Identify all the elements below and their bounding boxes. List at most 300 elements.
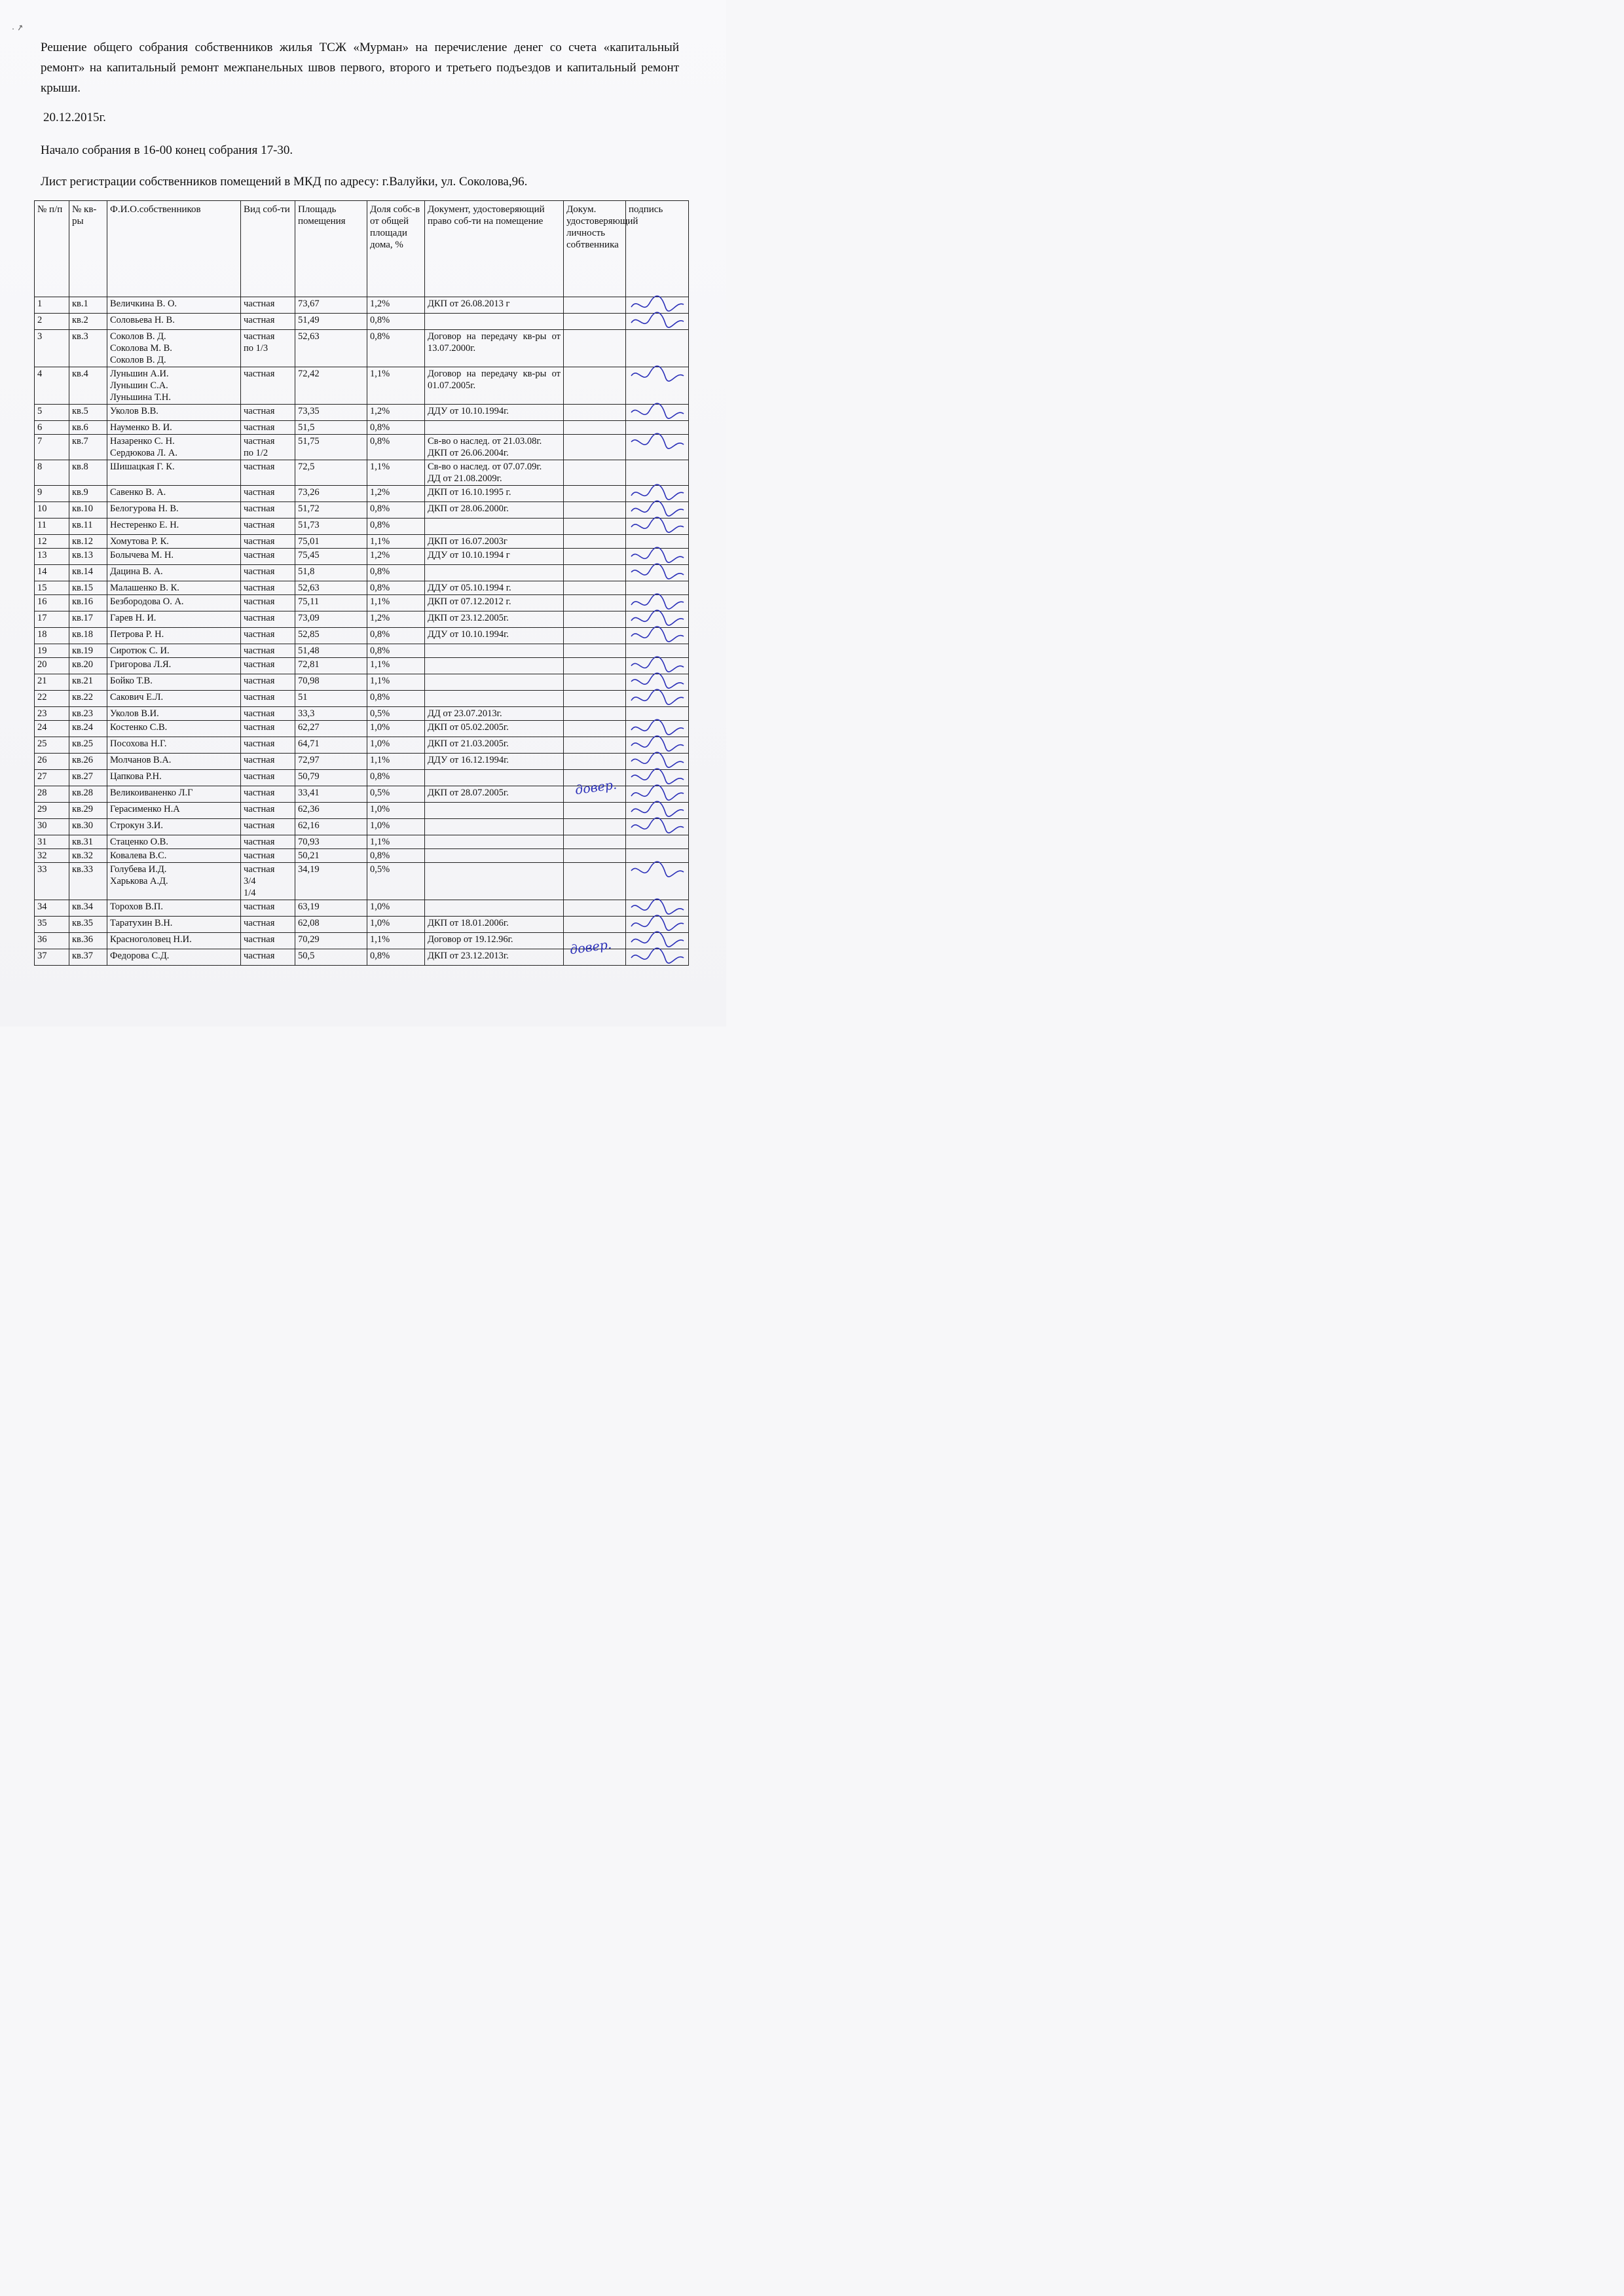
row-document [425,863,564,900]
row-ownership-kind: частная [241,835,295,849]
row-identity-document [564,849,626,863]
signature-scribble [629,950,686,964]
row-document: ДКП от 28.07.2005г. [425,786,564,803]
row-share: 1,1% [367,460,425,486]
row-area: 51,73 [295,519,367,535]
row-area: 75,45 [295,549,367,565]
row-document [425,565,564,581]
row-share: 1,1% [367,595,425,611]
row-number: 9 [35,486,69,502]
row-area: 52,63 [295,330,367,367]
row-owners: Белогурова Н. В. [107,502,241,519]
table-row [35,367,689,405]
row-ownership-kind: частная 3/4 1/4 [241,863,295,900]
row-share: 0,8% [367,519,425,535]
row-share: 1,2% [367,611,425,628]
row-apartment: кв.31 [69,835,107,849]
row-ownership-kind: частная [241,581,295,595]
table-row [35,917,689,933]
row-share: 1,1% [367,754,425,770]
signature-scribble [629,368,686,382]
row-identity-document [564,502,626,519]
signature-scribble [629,771,686,785]
row-ownership-kind: частная [241,565,295,581]
row-owners: Соловьева Н. В. [107,314,241,330]
row-number: 15 [35,581,69,595]
row-number: 20 [35,658,69,674]
signature-stroke [631,720,684,735]
signature-scribble [629,864,686,878]
row-identity-document [564,581,626,595]
signature-scribble [629,486,686,501]
row-number: 8 [35,460,69,486]
row-area: 51 [295,691,367,707]
row-area: 50,79 [295,770,367,786]
row-document: Св-во о наслед. от 07.07.09г. ДД от 21.08.2009г. [425,460,564,486]
row-share: 1,0% [367,737,425,754]
row-ownership-kind: частная по 1/3 [241,330,295,367]
signature-scribble [629,738,686,752]
table-row [35,595,689,611]
row-number: 13 [35,549,69,565]
row-ownership-kind: частная [241,949,295,966]
col-header-identity-document: Докум. удостоверяющий личность собтвенника [564,201,626,297]
row-area: 51,8 [295,565,367,581]
row-apartment: кв.3 [69,330,107,367]
signature-stroke [631,501,684,516]
row-number: 14 [35,565,69,581]
row-number: 3 [35,330,69,367]
row-number: 30 [35,819,69,835]
signature-stroke [631,915,684,930]
signature-scribble [629,917,686,932]
signature-scribble [629,314,686,329]
signature-scribble [629,901,686,915]
row-number: 34 [35,900,69,917]
row-area: 73,35 [295,405,367,421]
row-area: 75,01 [295,535,367,549]
row-identity-document [564,405,626,421]
row-signature [626,803,689,819]
row-identity-document [564,917,626,933]
row-ownership-kind: частная [241,721,295,737]
row-document: ДКП от 23.12.2005г. [425,611,564,628]
row-share: 1,1% [367,367,425,405]
row-ownership-kind: частная [241,849,295,863]
row-identity-document [564,314,626,330]
table-row [35,819,689,835]
row-signature [626,405,689,421]
row-owners: Сакович Е.Л. [107,691,241,707]
row-identity-document [564,691,626,707]
row-owners: Дацина В. А. [107,565,241,581]
row-signature [626,535,689,549]
row-identity-document [564,737,626,754]
table-row [35,835,689,849]
table-row [35,691,689,707]
signature-stroke [631,517,684,532]
row-document [425,803,564,819]
row-apartment: кв.22 [69,691,107,707]
row-share: 1,0% [367,803,425,819]
row-number: 18 [35,628,69,644]
signature-scribble [629,629,686,643]
row-share: 0,8% [367,691,425,707]
row-ownership-kind: частная [241,460,295,486]
row-apartment: кв.12 [69,535,107,549]
row-ownership-kind: частная [241,644,295,658]
row-share: 0,8% [367,628,425,644]
row-document: ДКП от 16.07.2003г [425,535,564,549]
row-identity-document [564,535,626,549]
signature-scribble [629,721,686,736]
row-apartment: кв.23 [69,707,107,721]
row-identity-document [564,754,626,770]
row-apartment: кв.9 [69,486,107,502]
row-apartment: кв.29 [69,803,107,819]
col-header-signature: подпись [626,201,689,297]
row-owners: Таратухин В.Н. [107,917,241,933]
row-document: ДКП от 28.06.2000г. [425,502,564,519]
row-share: 0,8% [367,330,425,367]
row-signature [626,721,689,737]
row-apartment: кв.24 [69,721,107,737]
row-apartment: кв.33 [69,863,107,900]
row-ownership-kind: частная по 1/2 [241,435,295,460]
row-document [425,691,564,707]
row-signature [626,549,689,565]
row-signature [626,367,689,405]
row-ownership-kind: частная [241,297,295,314]
row-owners: Молчанов В.А. [107,754,241,770]
row-signature [626,460,689,486]
row-identity-document [564,644,626,658]
row-share: 0,8% [367,644,425,658]
row-signature [626,691,689,707]
row-ownership-kind: частная [241,502,295,519]
row-owners: Науменко В. И. [107,421,241,435]
row-area: 51,75 [295,435,367,460]
row-signature [626,674,689,691]
row-area: 62,36 [295,803,367,819]
row-signature [626,835,689,849]
row-identity-document [564,367,626,405]
row-document [425,658,564,674]
row-number: 31 [35,835,69,849]
row-number: 29 [35,803,69,819]
row-area: 72,81 [295,658,367,674]
signature-stroke [631,752,684,767]
table-row [35,803,689,819]
row-share: 0,8% [367,849,425,863]
row-area: 52,63 [295,581,367,595]
row-document: Договор на передачу кв-ры от 01.07.2005г. [425,367,564,405]
signature-scribble [629,519,686,534]
row-ownership-kind: частная [241,535,295,549]
signature-scribble [629,405,686,420]
row-apartment: кв.34 [69,900,107,917]
row-owners: Сиротюк С. И. [107,644,241,658]
row-signature [626,786,689,803]
row-share: 1,0% [367,900,425,917]
row-signature [626,900,689,917]
row-signature [626,330,689,367]
row-document: Договор на передачу кв-ры от 13.07.2000г. [425,330,564,367]
table-row [35,581,689,595]
row-apartment: кв.19 [69,644,107,658]
signature-stroke [631,547,684,562]
row-document: Св-во о наслед. от 21.03.08г. ДКП от 26.06.2004г. [425,435,564,460]
row-area: 51,72 [295,502,367,519]
row-share: 0,8% [367,421,425,435]
row-apartment: кв.35 [69,917,107,933]
row-owners: Григорова Л.Я. [107,658,241,674]
table-row [35,297,689,314]
table-row [35,737,689,754]
row-area: 33,3 [295,707,367,721]
col-header-number: № п/п [35,201,69,297]
row-area: 50,5 [295,949,367,966]
row-number: 11 [35,519,69,535]
row-apartment: кв.36 [69,933,107,949]
table-row [35,707,689,721]
signature-stroke [631,484,684,500]
table-row [35,421,689,435]
row-area: 33,41 [295,786,367,803]
row-share: 0,8% [367,435,425,460]
row-owners: Хомутова Р. К. [107,535,241,549]
row-document: ДКП от 26.08.2013 г [425,297,564,314]
signature-scribble [629,803,686,818]
row-ownership-kind: частная [241,628,295,644]
row-identity-document [564,297,626,314]
signature-scribble [629,820,686,834]
table-row [35,721,689,737]
row-signature [626,707,689,721]
table-row [35,486,689,502]
row-document [425,835,564,849]
signature-stroke [631,433,684,448]
row-ownership-kind: частная [241,933,295,949]
row-area: 64,71 [295,737,367,754]
row-share: 1,0% [367,917,425,933]
row-signature [626,519,689,535]
table-row [35,502,689,519]
table-row [35,435,689,460]
row-apartment: кв.5 [69,405,107,421]
signature-scribble [629,549,686,564]
row-share: 0,5% [367,707,425,721]
signature-stroke [631,932,684,947]
row-document [425,519,564,535]
row-signature [626,819,689,835]
row-owners: Костенко С.В. [107,721,241,737]
row-document [425,314,564,330]
meeting-date: 20.12.2015г. [43,111,106,124]
row-area: 73,09 [295,611,367,628]
col-header-area: Площадь помещения [295,201,367,297]
row-document [425,849,564,863]
row-number: 21 [35,674,69,691]
signature-stroke [631,657,684,672]
row-signature [626,949,689,966]
col-header-ownership-document: Документ, удостоверяющий право соб-ти на помещение [425,201,564,297]
row-number: 5 [35,405,69,421]
signature-stroke [631,785,684,800]
row-identity-document [564,486,626,502]
row-identity-document [564,707,626,721]
row-signature [626,863,689,900]
row-document: ДКП от 07.12.2012 г. [425,595,564,611]
signature-scribble [629,754,686,769]
row-identity-document [564,519,626,535]
row-document: ДКП от 05.02.2005г. [425,721,564,737]
row-share: 1,1% [367,658,425,674]
row-document: ДД от 23.07.2013г. [425,707,564,721]
row-signature [626,314,689,330]
row-identity-document [564,565,626,581]
row-apartment: кв.15 [69,581,107,595]
row-area: 72,42 [295,367,367,405]
row-document: ДКП от 18.01.2006г. [425,917,564,933]
row-document: Договор от 19.12.96г. [425,933,564,949]
row-share: 1,1% [367,535,425,549]
row-document [425,421,564,435]
table-row [35,330,689,367]
row-number: 25 [35,737,69,754]
row-area: 73,67 [295,297,367,314]
row-number: 26 [35,754,69,770]
row-identity-document [564,900,626,917]
row-apartment: кв.11 [69,519,107,535]
row-share: 0,8% [367,565,425,581]
row-apartment: кв.4 [69,367,107,405]
row-share: 0,8% [367,502,425,519]
row-owners: Болычева М. Н. [107,549,241,565]
row-owners: Величкина В. О. [107,297,241,314]
row-owners: Уколов В.И. [107,707,241,721]
signature-stroke [631,801,684,816]
row-number: 35 [35,917,69,933]
signature-stroke [631,689,684,704]
row-document: ДДУ от 10.10.1994г. [425,405,564,421]
row-apartment: кв.14 [69,565,107,581]
row-identity-document [564,721,626,737]
signature-scribble [629,934,686,948]
signature-stroke [631,403,684,418]
row-number: 7 [35,435,69,460]
row-share: 1,0% [367,819,425,835]
row-number: 6 [35,421,69,435]
table-row [35,549,689,565]
row-area: 51,5 [295,421,367,435]
row-signature [626,611,689,628]
table-row [35,644,689,658]
row-area: 73,26 [295,486,367,502]
table-row [35,674,689,691]
row-document [425,674,564,691]
row-document [425,770,564,786]
table-row [35,405,689,421]
signature-stroke [631,673,684,688]
signature-scribble [629,787,686,801]
row-number: 19 [35,644,69,658]
signature-scribble [629,503,686,517]
row-share: 1,1% [367,933,425,949]
row-ownership-kind: частная [241,421,295,435]
row-share: 1,0% [367,721,425,737]
row-apartment: кв.1 [69,297,107,314]
row-area: 63,19 [295,900,367,917]
row-area: 62,08 [295,917,367,933]
row-document [425,644,564,658]
row-apartment: кв.2 [69,314,107,330]
signature-scribble [629,596,686,610]
row-number: 37 [35,949,69,966]
row-area: 70,29 [295,933,367,949]
row-number: 27 [35,770,69,786]
row-number: 12 [35,535,69,549]
row-apartment: кв.16 [69,595,107,611]
row-owners: Уколов В.В. [107,405,241,421]
row-identity-document [564,863,626,900]
row-signature [626,565,689,581]
table-row [35,754,689,770]
row-ownership-kind: частная [241,819,295,835]
row-document: ДДУ от 10.10.1994 г [425,549,564,565]
row-ownership-kind: частная [241,737,295,754]
row-identity-document [564,460,626,486]
row-apartment: кв.18 [69,628,107,644]
row-signature [626,917,689,933]
row-owners: Петрова Р. Н. [107,628,241,644]
row-number: 33 [35,863,69,900]
row-share: 0,8% [367,314,425,330]
col-header-owners: Ф.И.О.собственников [107,201,241,297]
row-identity-document [564,819,626,835]
signature-stroke [631,899,684,914]
signature-stroke [631,948,684,963]
row-owners: Строкун З.И. [107,819,241,835]
row-document: ДДУ от 10.10.1994г. [425,628,564,644]
row-owners: Бойко Т.В. [107,674,241,691]
signature-stroke [631,594,684,609]
table-body [35,297,689,966]
row-apartment: кв.17 [69,611,107,628]
col-header-share: Доля собс-в от общей площади дома, % [367,201,425,297]
row-signature [626,628,689,644]
row-area: 70,98 [295,674,367,691]
row-share: 1,2% [367,549,425,565]
row-share: 1,2% [367,297,425,314]
signature-stroke [631,366,684,381]
row-signature [626,933,689,949]
row-owners: Безбородова О. А. [107,595,241,611]
row-ownership-kind: частная [241,314,295,330]
row-owners: Луньшин А.И. Луньшин С.А. Луньшина Т.Н. [107,367,241,405]
row-owners: Торохов В.П. [107,900,241,917]
row-signature [626,486,689,502]
row-identity-document [564,803,626,819]
row-apartment: кв.20 [69,658,107,674]
row-number: 17 [35,611,69,628]
row-apartment: кв.10 [69,502,107,519]
col-header-ownership-kind: Вид соб-ти [241,201,295,297]
col-header-apartment: № кв-ры [69,201,107,297]
row-document [425,900,564,917]
row-share: 1,2% [367,486,425,502]
row-identity-document [564,330,626,367]
